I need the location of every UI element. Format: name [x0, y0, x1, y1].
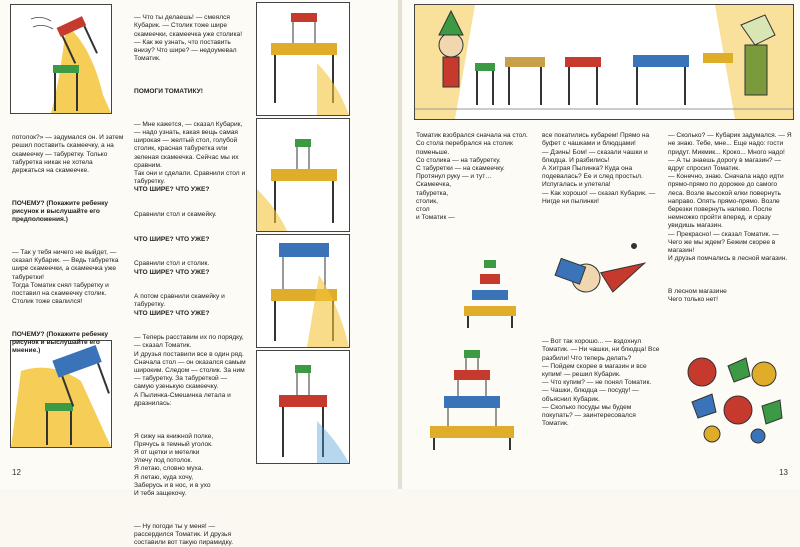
page-number-left: 12	[12, 468, 21, 477]
illustration-falling-stool	[10, 4, 112, 114]
left-col1-paragraph-2: — Так у тебя ничего не выйдет, — сказал Кубарик. — Ведь табуретка шире скамеечки, а скамеечка уже табуретки! Тогда Томатик снял табуретку и поставил на скамеечку столик. Столик тоже свалился!	[12, 249, 119, 306]
illustration-furniture-row	[414, 4, 794, 120]
right-bottom-paragraph: — Вот так хорошо... — вздохнул Томатик. — Ни чашки, ни блюдца! Все разбили! Что теперь делать? — Пойдем скорее в магазин и все купим! — решил Кубарик. — Что купим? — не понял Томатик. — Чашки, блюдца — посуду! — объяснил Кубарик. — Сколько посуды мы будем покупать? — заинтересовался Томатик.	[542, 338, 660, 428]
furniture-comparison-strip	[256, 2, 350, 462]
left-col2-paragraph-2: — Мне кажется, — сказал Кубарик, — надо узнать, какая вещь самая широкая — желтый стол, голубой столик, красная табуретка или зеленая скамеечка. Сейчас мы их сравним. Так они и сделали. Сравнили стол и табуретку.	[134, 120, 246, 186]
panel-table-vs-small-table	[256, 234, 350, 348]
left-col2-heading: ПОМОГИ ТОМАТИКУ!	[134, 88, 203, 96]
left-col2-paragraph-7: — Ну погоди ты у меня! — рассердился Томатик. И друзья составили вот такую пирамидку.	[134, 522, 234, 547]
left-col1-text	[12, 126, 124, 356]
left-col2-paragraph-4: Сравнили стол и столик.	[134, 260, 210, 268]
illustration-broken-dishes	[672, 346, 790, 446]
illustration-furniture-stack	[416, 330, 534, 450]
left-col2-question-3: ЧТО ШИРЕ? ЧТО УЖЕ?	[134, 268, 210, 276]
illustration-falling-table	[10, 340, 112, 448]
left-col2-text	[134, 6, 248, 547]
left-col2-paragraph-3: Сравнили стол и скамейку.	[134, 211, 217, 219]
page-number-right: 13	[779, 468, 788, 477]
right-col1-paragraph: Томатик взобрался сначала на стол. Со стола перебрался на столик поменьше. Со столика — на табуретку. С табуретки — на скамеечку. Протянул руку — и тут… Скамеечка, табуретка, столик, стол и Томатик —	[416, 132, 528, 222]
left-col2-question-4: ЧТО ШИРЕ? ЧТО УЖЕ?	[134, 309, 210, 317]
right-col2-paragraph: все покатились кубарем! Прямо на буфет с чашками и блюдцами! — Дзинь! Бом! — сказали чашки и блюдца. И разбились! А Хитрая Пылинка? Куда она подевалась? Ее и след простыл. Испугалась и улетела! — Как хорошо! — сказал Кубарик. — Нигде ни пылинки!	[542, 132, 656, 205]
left-page	[0, 0, 398, 547]
right-col3-paragraph: — Сколько? — Кубарик задумался. — Я не знаю. Тебе, мне... Еще надо: гости придут. Микмик... Кроко... Много надо! — А ты знаешь дорогу в магазин? — вдруг спросил Томатик. — Конечно, знаю. Сначала надо идти прямо-прямо по дорожке до самого леса. Возле высокой елки повернуть направо. Опять прямо-прямо. Возле березки повернуть налево. После немножко пройти вперед, и сразу увидишь магазин. — Прекрасно! — сказал Томатик. — Чего же мы ждем? Бежим скорее в магазин! И друзья помчались в лесной магазин.	[668, 132, 792, 263]
right-col2-text	[542, 124, 660, 206]
right-col1-text	[416, 124, 532, 222]
right-col3-shop-text: В лесном магазине Чего только нет!	[668, 288, 727, 304]
left-col2-paragraph-6: — Теперь расставим их по порядку, — сказал Томатик. И друзья поставили все в один ряд. Сначала стол — он оказался самым широким. Следом — столик. За ним — табуретку. За табуреткой — самую узенькую скамеечку. А Пылинка-Смешинка летала и дразнилась:	[134, 334, 246, 407]
panel-table-vs-bench	[256, 118, 350, 232]
right-col3-text	[668, 124, 792, 304]
left-col1-paragraph-1: потолок?» — задумался он. И затем решил поставить скамеечку, а на скамеечку — табуретку. Только табуретка никак не хотела держаться на скамеечке.	[12, 134, 124, 175]
left-col1-question-2: ПОЧЕМУ? (Покажите ребенку рисунок и выслушайте его мнение.)	[12, 331, 109, 355]
left-col2-question-2: ЧТО ШИРЕ? ЧТО УЖЕ?	[134, 235, 210, 243]
right-bottom-text	[542, 330, 662, 428]
right-page	[402, 0, 800, 489]
panel-bench-vs-stool	[256, 350, 350, 464]
panel-table-vs-stool	[256, 2, 350, 116]
left-col1-question-1: ПОЧЕМУ? (Покажите ребенку рисунок и выслушайте его предположения.)	[12, 199, 109, 224]
left-col2-poem: Я сижу на книжной полке, Прячусь в темный уголок. Я от щетки и метелки Улечу под потолок. Я летаю, словно муха. Я летаю, куда хочу, Заберусь и в нос, и в ухо И тебя защекочу.	[134, 432, 214, 497]
left-col2-paragraph-1: — Что ты делаешь! — смеялся Кубарик. — Столик тоже шире скамеечки, скамеечка уже столика! — Как же узнать, что поставить внизу? Что шире? — недоумевал Томатик.	[134, 14, 243, 63]
illustration-falling-pyramid	[416, 238, 660, 328]
left-col2-question-1: ЧТО ШИРЕ? ЧТО УЖЕ?	[134, 186, 210, 194]
left-col2-paragraph-5: А потом сравнили скамейку и табуретку.	[134, 293, 225, 309]
